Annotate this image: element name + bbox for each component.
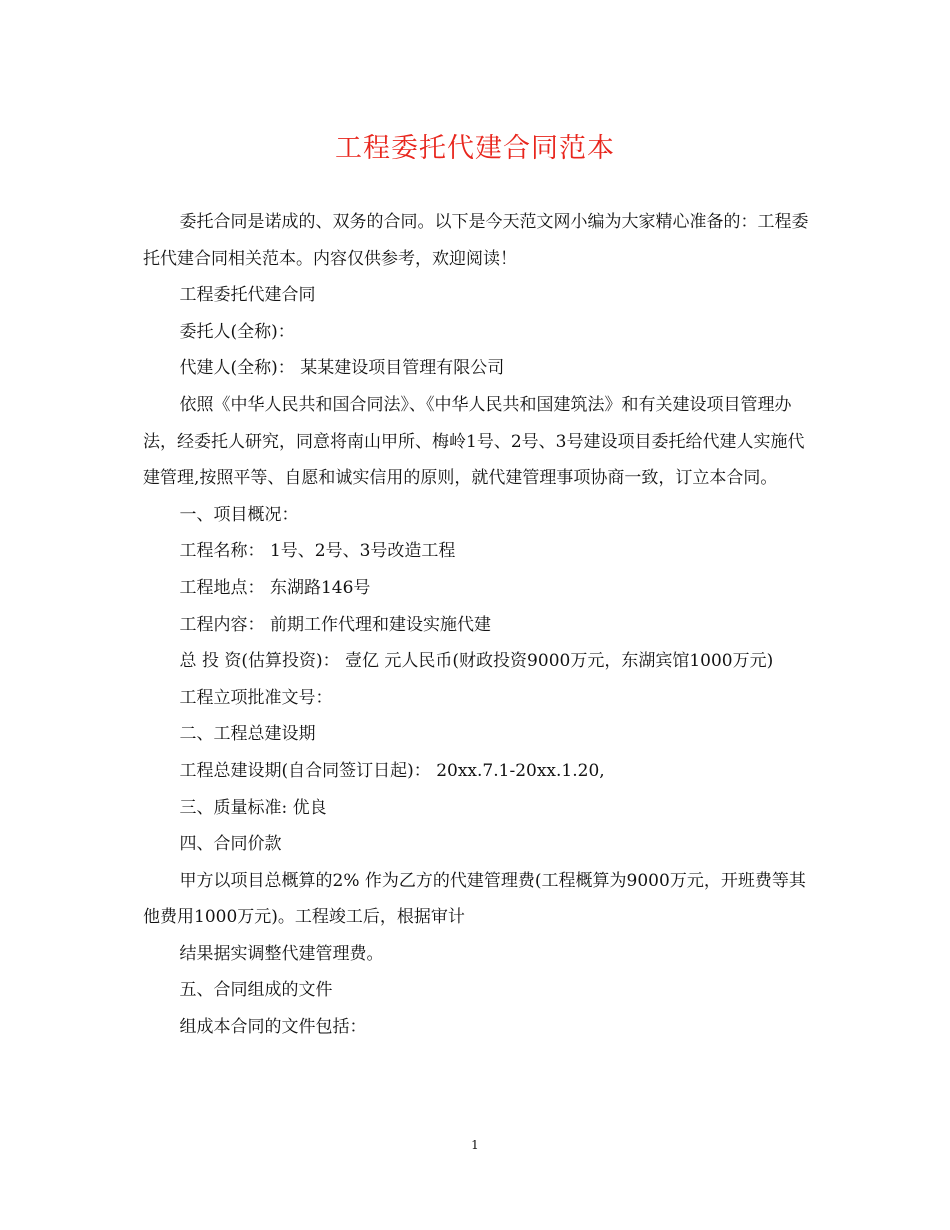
paragraph: 依照《中华人民共和国合同法》、《中华人民共和国建筑法》和有关建设项目管理办法，经委托人研究，同意将南山甲所、梅岭1号、2号、3号建设项目委托给代建人实施代建管理,按照平等、自愿和诚实信用的原则，就代建管理事项协商一致，订立本合同。: [143, 394, 805, 489]
document-title: 工程委托代建合同范本: [335, 133, 615, 164]
paragraph: 工程地点： 东湖路146号: [179, 577, 371, 598]
section-heading: 五、合同组成的文件: [179, 980, 333, 1001]
paragraph: 工程总建设期(自合同签订日起)： 20xx.7.1-20xx.1.20,: [179, 760, 605, 781]
page-number: 1: [471, 1138, 479, 1152]
paragraph: 工程立项批准文号：: [179, 687, 333, 708]
section-heading: 三、质量标准: 优良: [179, 797, 327, 818]
paragraph: 委托人(全称)：: [179, 321, 295, 342]
paragraph: 工程名称： 1号、2号、3号改造工程: [179, 541, 456, 562]
document-body: [143, 204, 811, 1046]
paragraph: 工程委托代建合同: [179, 285, 316, 306]
section-heading: 二、工程总建设期: [179, 724, 316, 745]
paragraph: 结果据实调整代建管理费。: [179, 943, 384, 964]
section-heading: 四、合同价款: [179, 834, 282, 855]
paragraph: 代建人(全称)： 某某建设项目管理有限公司: [179, 358, 505, 379]
paragraph: 总 投 资(估算投资)： 壹亿 元人民币(财政投资9000万元，东湖宾馆1000万元): [179, 651, 774, 672]
paragraph: 工程内容： 前期工作代理和建设实施代建: [179, 614, 491, 635]
paragraph: 组成本合同的文件包括：: [179, 1017, 367, 1038]
section-heading: 一、项目概况：: [179, 504, 299, 525]
paragraph: 甲方以项目总概算的2% 作为乙方的代建管理费(工程概算为9000万元，开班费等其他费用1000万元)。工程竣工后，根据审计: [143, 870, 806, 928]
paragraph: 委托合同是诺成的、双务的合同。以下是今天范文网小编为大家精心准备的：工程委托代建合同相关范本。内容仅供参考，欢迎阅读！: [143, 212, 809, 269]
